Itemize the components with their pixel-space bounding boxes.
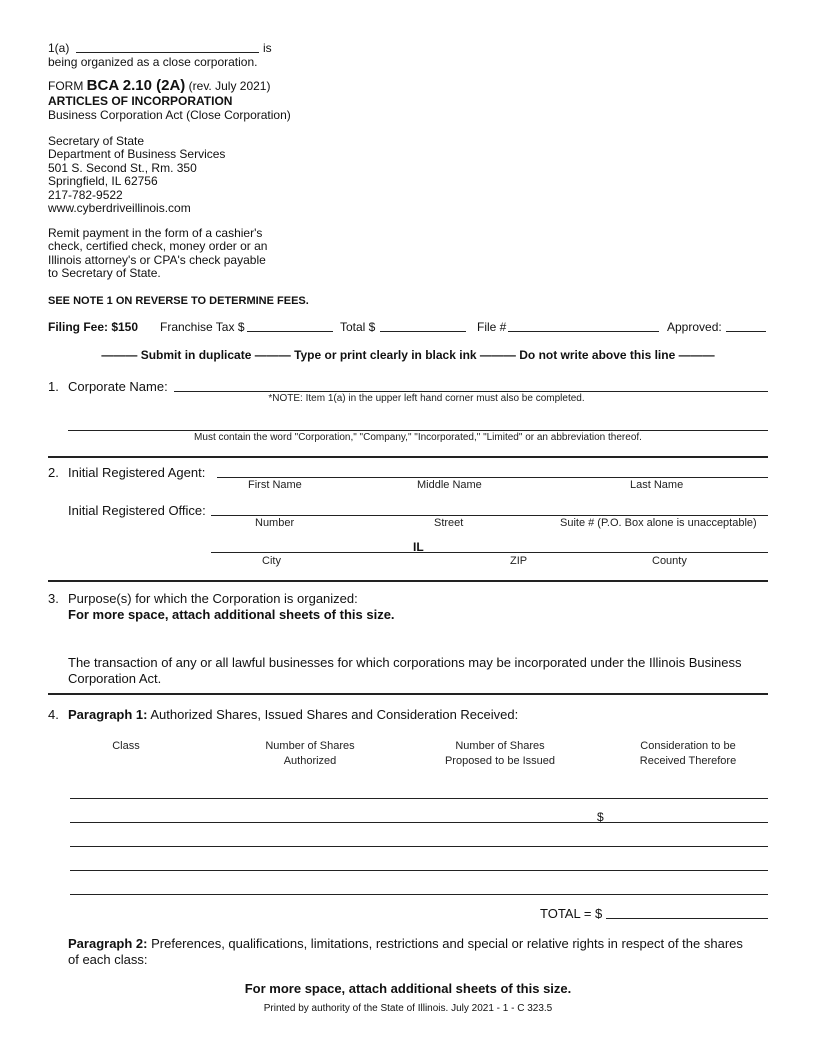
- corporate-name-label: Corporate Name:: [68, 379, 168, 394]
- shares-row-line[interactable]: [70, 798, 768, 799]
- file-no-label: File #: [477, 320, 507, 334]
- total-consideration-field[interactable]: [606, 918, 768, 919]
- paragraph-2-label: Paragraph 2:: [68, 936, 148, 951]
- section-4-number: 4.: [48, 707, 59, 722]
- footer-more-space: For more space, attach additional sheets of this size.: [244, 981, 572, 996]
- total-shares-label: TOTAL = $: [540, 906, 603, 921]
- address-line: Department of Business Services: [48, 147, 226, 162]
- col-class-line1: Class: [112, 740, 140, 752]
- office-street-caption: Street: [434, 517, 464, 529]
- address-block: [48, 135, 225, 215]
- footer-printed-by: Printed by authority of the State of Illinois. July 2021 - 1 - C 323.5: [263, 1003, 553, 1014]
- form-id: [48, 78, 270, 94]
- total-field[interactable]: [380, 331, 466, 332]
- col-authorized-header: [245, 739, 375, 769]
- item-1a-suffix: is: [263, 41, 272, 55]
- item-1a-field[interactable]: [76, 52, 259, 53]
- county-caption: County: [652, 555, 687, 567]
- col-issued-line2: Proposed to be Issued: [444, 755, 556, 767]
- remit-line: check, certified check, money order or an: [48, 239, 268, 254]
- file-no-field[interactable]: [508, 331, 659, 332]
- remit-line: to Secretary of State.: [48, 266, 161, 281]
- col-authorized-line1: Number of Shares: [265, 740, 355, 752]
- shares-row-line[interactable]: [70, 894, 768, 895]
- remit-line: Remit payment in the form of a cashier's: [48, 226, 263, 240]
- address-website: www.cyberdriveillinois.com: [48, 201, 191, 216]
- corporate-name-field-line2[interactable]: [68, 430, 768, 431]
- col-consideration-line1: Consideration to be: [640, 740, 736, 752]
- total-label: Total $: [340, 320, 376, 334]
- col-consideration-header: [618, 739, 758, 769]
- office-number-caption: Number: [255, 517, 295, 529]
- registered-office-label: Initial Registered Office:: [68, 503, 206, 518]
- section-2-number: 2.: [48, 465, 59, 480]
- section-divider: [48, 693, 768, 695]
- purpose-text-line2: Corporation Act.: [68, 671, 162, 686]
- address-line: Secretary of State: [48, 134, 145, 148]
- paragraph-1-text: Authorized Shares, Issued Shares and Consideration Received:: [150, 707, 519, 722]
- franchise-tax-field[interactable]: [247, 331, 333, 332]
- approved-field[interactable]: [726, 331, 766, 332]
- form-subtitle: Business Corporation Act (Close Corporation): [48, 108, 291, 122]
- agent-last-name-caption: Last Name: [630, 479, 684, 491]
- paragraph-1: [68, 707, 518, 723]
- col-issued-line1: Number of Shares: [455, 740, 545, 752]
- address-line: 217-782-9522: [48, 187, 123, 202]
- office-suite-caption: Suite # (P.O. Box alone is unacceptable): [560, 517, 757, 529]
- city-caption: City: [262, 555, 281, 567]
- shares-row-line[interactable]: [70, 822, 768, 823]
- city-zip-county-field[interactable]: [211, 552, 768, 553]
- paragraph-2-line2: of each class:: [68, 952, 148, 967]
- fees-note: SEE NOTE 1 ON REVERSE TO DETERMINE FEES.: [48, 295, 309, 307]
- corporate-name-must-contain: Must contain the word "Corporation," "Company," "Incorporated," "Limited" or an abbreviation thereof.: [194, 432, 642, 443]
- remit-block: [48, 227, 267, 281]
- paragraph-2-text: Preferences, qualifications, limitations, restrictions and special or relative rights in respect of the shares: [151, 936, 743, 951]
- purpose-label: Purpose(s) for which the Corporation is organized:: [68, 591, 358, 606]
- agent-first-name-caption: First Name: [248, 479, 302, 491]
- col-issued-header: [425, 739, 575, 769]
- shares-row-line[interactable]: [70, 870, 768, 871]
- remit-line: Illinois attorney's or CPA's check payable: [48, 252, 266, 267]
- shares-row-line[interactable]: [70, 846, 768, 847]
- form-title: ARTICLES OF INCORPORATION: [48, 94, 233, 108]
- form-prefix: FORM: [48, 79, 84, 93]
- section-divider: [48, 580, 768, 582]
- instruction-banner: ——— Submit in duplicate ——— Type or print clearly in black ink ——— Do not write above this line ———: [101, 348, 715, 362]
- address-line: 501 S. Second St., Rm. 350: [48, 160, 197, 175]
- paragraph-1-label: Paragraph 1:: [68, 707, 148, 722]
- purpose-text-line1: The transaction of any or all lawful businesses for which corporations may be incorporated under the Illinois Business: [68, 655, 742, 670]
- section-3-number: 3.: [48, 591, 59, 606]
- corporate-name-field[interactable]: [174, 391, 768, 392]
- dollar-sign: $: [597, 810, 604, 824]
- zip-caption: ZIP: [510, 555, 528, 567]
- registered-agent-field[interactable]: [217, 477, 768, 478]
- address-line: Springfield, IL 62756: [48, 174, 158, 189]
- registered-office-field[interactable]: [211, 515, 768, 516]
- section-divider: [48, 456, 768, 458]
- franchise-tax-label: Franchise Tax $: [160, 320, 245, 334]
- registered-agent-label: Initial Registered Agent:: [68, 465, 206, 480]
- purpose-more-space: For more space, attach additional sheets of this size.: [68, 607, 395, 622]
- state-il: IL: [413, 540, 424, 554]
- paragraph-2-line1: [68, 936, 743, 952]
- col-consideration-line2: Received Therefore: [639, 755, 737, 767]
- approved-label: Approved:: [667, 320, 722, 334]
- corporate-name-note: *NOTE: Item 1(a) in the upper left hand corner must also be completed.: [268, 393, 585, 404]
- agent-middle-name-caption: Middle Name: [417, 479, 482, 491]
- item-1a-line2: being organized as a close corporation.: [48, 55, 258, 69]
- filing-fee: Filing Fee: $150: [48, 320, 139, 334]
- form-rev: (rev. July 2021): [188, 79, 271, 93]
- col-class-header: [86, 739, 166, 754]
- col-authorized-line2: Authorized: [283, 755, 337, 767]
- section-1-number: 1.: [48, 379, 59, 394]
- form-number: BCA 2.10 (2A): [86, 77, 186, 94]
- item-1a-prefix: 1(a): [48, 41, 70, 55]
